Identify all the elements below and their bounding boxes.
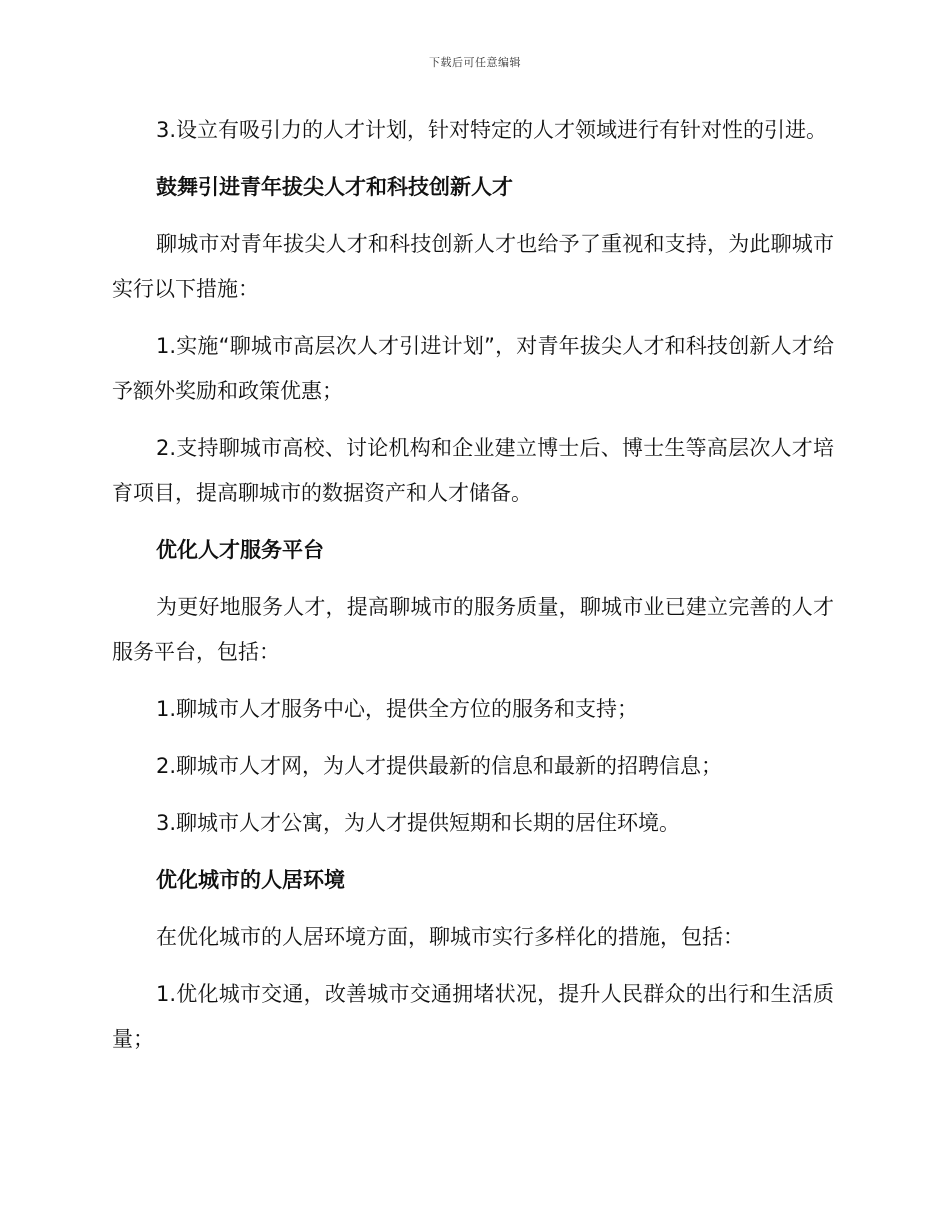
paragraph-service-platform-item-1: 1.聊城市人才服务中心，提供全方位的服务和支持； — [156, 697, 639, 721]
paragraph-talent-plan: 3.设立有吸引力的人才计划，针对特定的人才领域进行有针对性的引进。 — [156, 118, 828, 142]
paragraph-living-environment-item-1: 1.优化城市交通，改善城市交通拥堵状况，提升人民群众的出行和生活质量； — [112, 982, 834, 1051]
section-heading-service-platform: 优化人才服务平台 — [156, 538, 324, 562]
paragraph-youth-talent-item-2: 2.支持聊城市高校、讨论机构和企业建立博士后、博士生等高层次人才培育项目，提高聊城市的数据资产和人才储备。 — [112, 436, 834, 505]
section-heading-youth-talent: 鼓舞引进青年拔尖人才和科技创新人才 — [156, 175, 513, 199]
paragraph-service-platform-item-3: 3.聊城市人才公寓，为人才提供短期和长期的居住环境。 — [156, 811, 681, 835]
paragraph-living-environment-intro: 在优化城市的人居环境方面，聊城市实行多样化的措施，包括： — [156, 925, 744, 949]
section-heading-living-environment: 优化城市的人居环境 — [156, 868, 345, 892]
paragraph-service-platform-item-2: 2.聊城市人才网，为人才提供最新的信息和最新的招聘信息； — [156, 754, 723, 778]
document-body — [112, 108, 834, 1074]
page-header: 下载后可任意编辑 — [429, 56, 521, 69]
paragraph-youth-talent-intro: 聊城市对青年拔尖人才和科技创新人才也给予了重视和支持，为此聊城市实行以下措施： — [112, 232, 834, 301]
paragraph-youth-talent-item-1: 1.实施“聊城市高层次人才引进计划”，对青年拔尖人才和科技创新人才给予额外奖励和政策优惠； — [112, 334, 834, 403]
paragraph-service-platform-intro: 为更好地服务人才，提高聊城市的服务质量，聊城市业已建立完善的人才服务平台，包括： — [112, 595, 834, 664]
